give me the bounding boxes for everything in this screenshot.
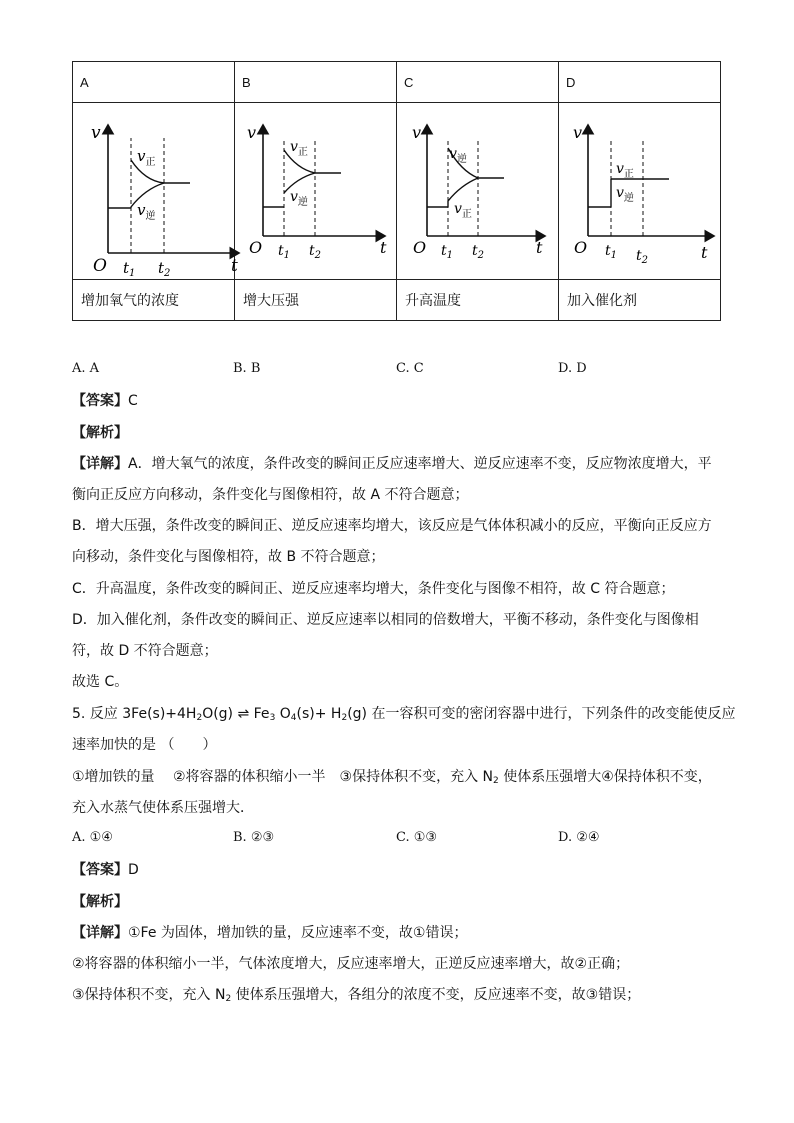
- header-d: D: [559, 62, 721, 103]
- q4-detail-line-8: 故选 C。: [72, 674, 129, 690]
- q4-detail-line-2: 衡向正反应方向移动，条件变化与图像相符，故 A 不符合题意；: [72, 487, 469, 503]
- q4-choice-a: A. A: [72, 361, 100, 376]
- header-c: C: [397, 62, 559, 103]
- q5-detail-line-2: ②将容器的体积缩小一半，气体浓度增大，反应速率增大，正逆反应速率增大，故②正确；: [72, 956, 630, 972]
- q4-detail-line-7: 符，故 D 不符合题意；: [72, 643, 218, 659]
- graph-b-cell: [235, 103, 397, 280]
- q4-detail-line-4: 向移动，条件变化与图像相符，故 B 不符合题意；: [72, 549, 385, 565]
- q4-choice-d: D. D: [558, 361, 587, 376]
- v-ni-label: $v_逆$: [616, 185, 634, 204]
- caption-c: 升高温度: [397, 280, 559, 321]
- q5-conditions-line-2: 充入水蒸气使体系压强增大．: [72, 800, 254, 816]
- q5-answer: 【答案】D: [72, 862, 139, 878]
- q4-detail-line-5: C．升高温度，条件改变的瞬间正、逆反应速率均增大，条件变化与图像不相符，故 C 符合题意；: [72, 581, 675, 597]
- t2-label: $t_2$: [309, 243, 322, 261]
- q4-detail-line-1: 【详解】A．增大氧气的浓度，条件改变的瞬间正反应速率增大、逆反应速率不变，反应物浓度增大，平: [72, 456, 712, 472]
- q4-choice-b: B. B: [233, 361, 261, 376]
- origin-label: O: [574, 238, 588, 257]
- graph-c-cell: [397, 103, 559, 280]
- caption-b: 增大压强: [235, 280, 397, 321]
- caption-d: 加入催化剂: [559, 280, 721, 321]
- t1-label: $t_1$: [278, 243, 291, 261]
- origin-label: O: [413, 238, 427, 257]
- graph-b: [235, 103, 392, 279]
- t-axis-label: t: [231, 256, 238, 276]
- v-axis-label: v: [247, 123, 257, 142]
- q5-detail-line-1: 【详解】①Fe 为固体，增加铁的量，反应速率不变，故①错误；: [72, 925, 468, 941]
- header-a: A: [73, 62, 235, 103]
- t2-label: $t_2$: [472, 243, 485, 261]
- t1-label: $t_1$: [605, 243, 618, 261]
- q4-choice-c: C. C: [396, 361, 424, 376]
- t1-label: $t_1$: [441, 243, 454, 261]
- v-ni-label: $v_逆$: [290, 189, 308, 208]
- v-axis-label: v: [573, 123, 583, 142]
- q5-choice-c: C. ①③: [396, 830, 438, 845]
- graph-c: [397, 103, 549, 279]
- q4-detail-line-3: B．增大压强，条件改变的瞬间正、逆反应速率均增大，该反应是气体体积减小的反应，平衡向正反应方: [72, 518, 712, 534]
- t2-label: $t_2$: [158, 259, 171, 279]
- v-ni-curve: [131, 183, 164, 208]
- v-axis-label: v: [91, 123, 101, 143]
- q5-conditions-line-1: ①增加铁的量 ②将容器的体积缩小一半 ③保持体积不变，充入 $N_2$ 使体系压强增大④保持体积不变，: [72, 769, 712, 786]
- v-zheng-label: $v_正$: [290, 139, 308, 158]
- q5-detail-line-3: ③保持体积不变，充入 $N_2$ 使体系压强增大，各组分的浓度不变，反应速率不变，故③错误；: [72, 987, 641, 1004]
- header-b: B: [235, 62, 397, 103]
- origin-label: O: [93, 256, 107, 276]
- options-table: [72, 61, 721, 321]
- graph-d-cell: [559, 103, 721, 280]
- q5-stem-line-1: 5. 反应 $3Fe(s)+4H_2O(g)$ ⇌ $Fe_3$ $O_4(s)+ H_2(g)$ 在一容积可变的密闭容器中进行，下列条件的改变能使反应: [72, 706, 736, 723]
- q4-answer: 【答案】C: [72, 393, 138, 409]
- t-axis-label: t: [380, 238, 387, 257]
- graph-a: [73, 103, 248, 279]
- v-ni-label: $v_逆$: [449, 146, 467, 165]
- caption-row: [73, 280, 721, 321]
- graph-d: [559, 103, 720, 279]
- v-zheng-label: $v_正$: [137, 147, 156, 168]
- t2-label: $t_2$: [636, 248, 649, 266]
- v-zheng-curve: [448, 178, 478, 207]
- q5-choice-a: A. ①④: [72, 830, 113, 845]
- q5-choice-d: D. ②④: [558, 830, 600, 845]
- t1-label: $t_1$: [123, 259, 136, 279]
- q5-choice-b: B. ②③: [233, 830, 275, 845]
- v-zheng-label: $v_正$: [616, 161, 634, 180]
- t-axis-label: t: [701, 243, 708, 262]
- v-axis-label: v: [412, 123, 422, 142]
- origin-label: O: [249, 238, 263, 257]
- caption-a: 增加氧气的浓度: [73, 280, 235, 321]
- q5-stem-line-2: 速率加快的是 （ ）: [72, 737, 217, 753]
- q5-analysis-label: 【解析】: [72, 894, 128, 910]
- v-zheng-label: $v_正$: [454, 201, 472, 220]
- table-header-row: [73, 62, 721, 103]
- v-ni-label: $v_逆$: [137, 201, 156, 222]
- q4-detail-line-6: D．加入催化剂，条件改变的瞬间正、逆反应速率以相同的倍数增大，平衡不移动，条件变化与图像相: [72, 612, 699, 628]
- t-axis-label: t: [536, 238, 543, 257]
- v-ni-curve: [284, 173, 315, 193]
- graph-a-cell: [73, 103, 238, 280]
- q4-analysis-label: 【解析】: [72, 425, 128, 441]
- graph-row: [73, 103, 721, 280]
